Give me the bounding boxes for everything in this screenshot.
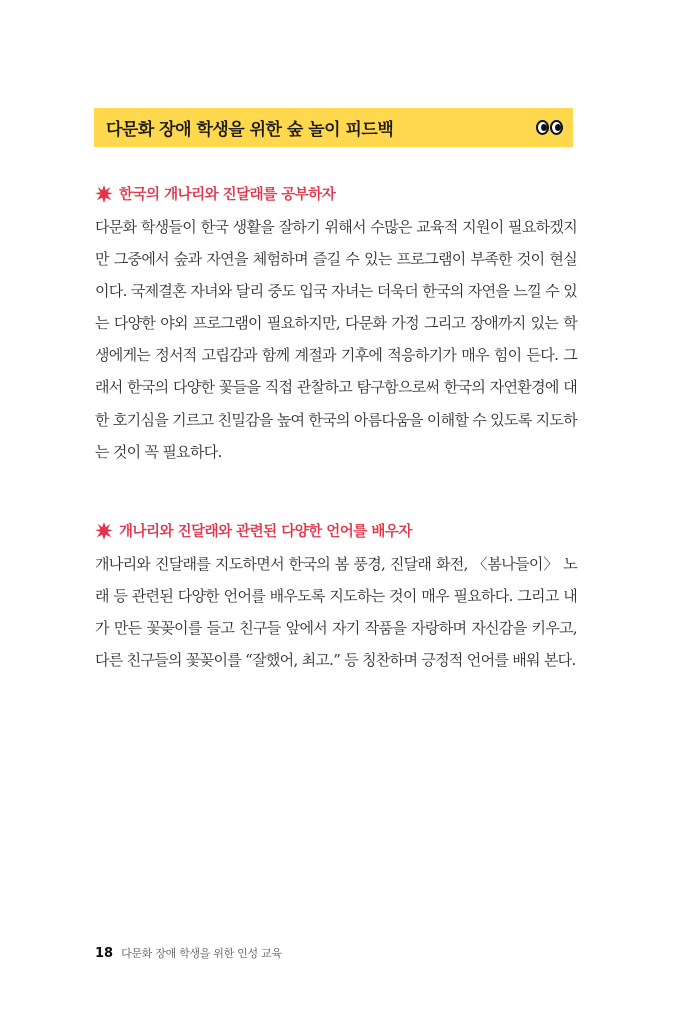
eyes-icon [536,120,563,135]
page-number: 18 [95,946,114,961]
section-body-1: 다문화 학생들이 한국 생활을 잘하기 위해서 수많은 교육적 지원이 필요하겠지만 그중에서 숲과 자연을 체험하며 즐길 수 있는 프로그램이 부족한 것이 현실이다. 국제결혼 자녀와 달리 중도 입국 자녀는 더욱더 한국의 자연을 느낄 수 있는 다양한 야외 프로그램이 필요하지만, 다문화 가정 그리고 장애까지 있는 학생에게는 정서적 고립감과 함께 계절과 기후에 적응하기가 매우 힘이 든다. 그래서 한국의 다양한 꽃들을 직접 관찰하고 탐구함으로써 한국의 자연환경에 대한 호기심을 기르고 친밀감을 높여 한국의 아름다움을 이해할 수 있도록 지도하는 것이 꼭 필요하다. [95,218,577,461]
section-heading-text: 한국의 개나리와 진달래를 공부하자 [119,186,336,203]
burst-icon [95,185,113,203]
banner-title: 다문화 장애 학생을 위한 숲 놀이 피드백 [106,120,394,140]
right-eye [550,120,563,135]
section-body-2: 개나리와 진달래를 지도하면서 한국의 봄 풍경, 진달래 화전, 〈봄나들이〉 노래 등 관련된 다양한 언어를 배우도록 지도하는 것이 매우 필요하다. 그리고 내가 만든 꽃꽂이를 들고 친구들 앞에서 자기 작품을 자랑하며 자신감을 키우고, 다른 친구들의 꽃꽂이를 “잘했어, 최고.” 등 칭찬하며 긍정적 언어를 배워 본다. [95,555,577,670]
left-eye [536,120,549,135]
section-heading-1 [95,183,335,204]
running-title: 다문화 장애 학생을 위한 인성 교육 [121,947,282,960]
section-heading-text: 개나리와 진달래와 관련된 다양한 언어를 배우자 [119,523,412,540]
section-heading-2 [95,520,412,541]
burst-icon [95,522,113,540]
section-banner [94,108,573,147]
page-footer [95,945,282,961]
